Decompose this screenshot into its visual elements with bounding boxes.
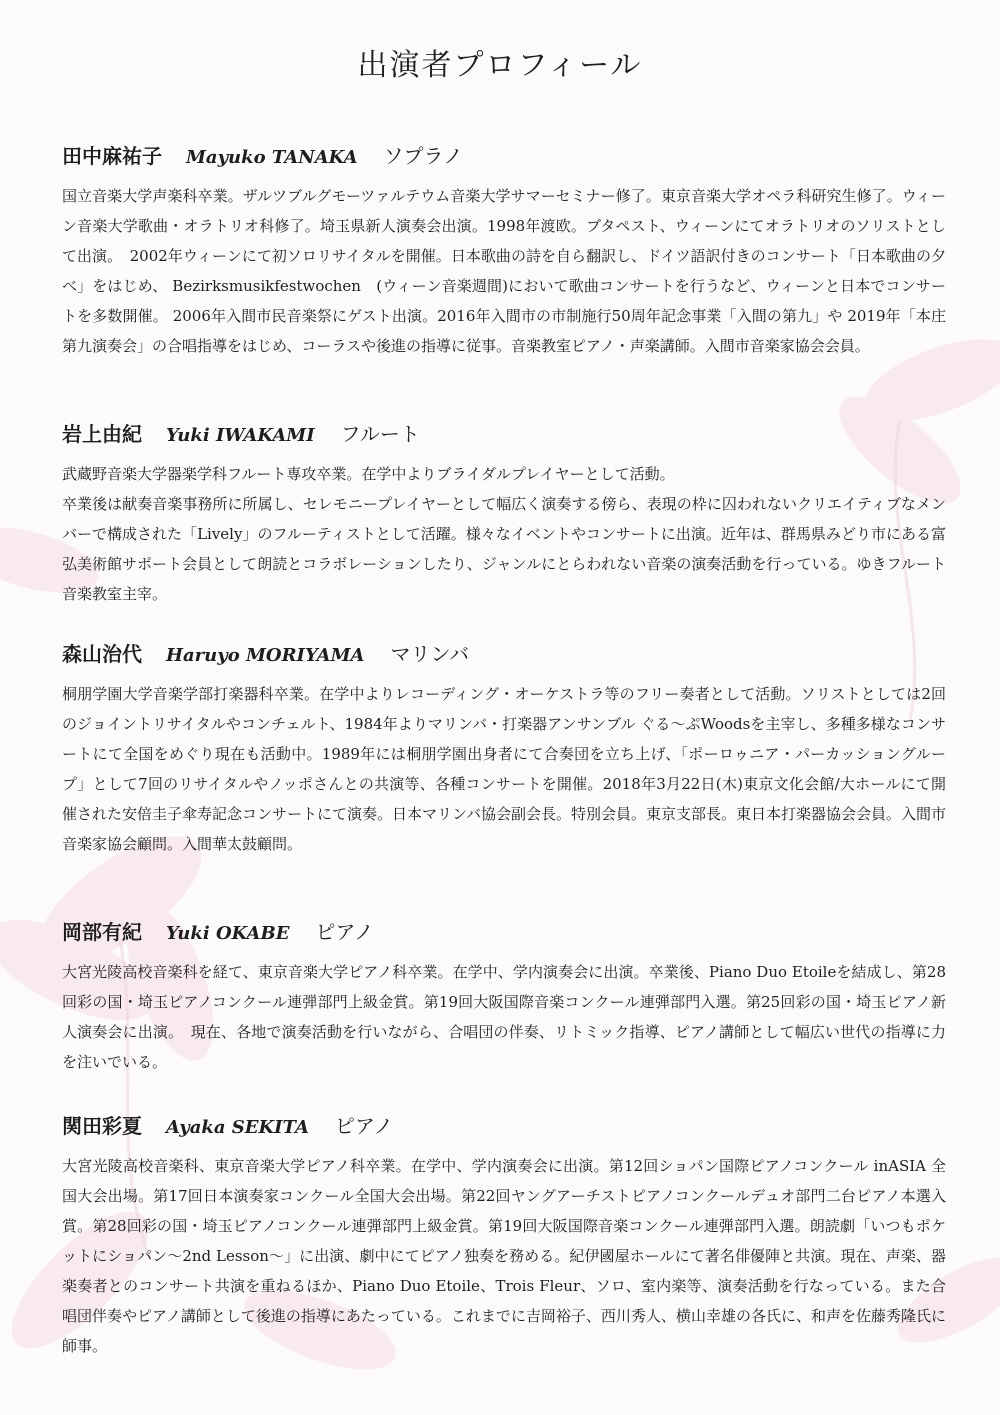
performer-bio: 大宮光陵高校音楽科、東京音楽大学ピアノ科卒業。在学中、学内演奏会に出演。第12回ショパン国際ピアノコンクール inASIA 全国大会出場。第17回日本演奏家コンクール全国大会出場。第22回ヤングアーチストピアノコンクールデュオ部門二台ピアノ本選入賞。第28回彩の国・埼玉ピアノコンクール連弾部門上級金賞。第19回大阪国際音楽コンクール連弾部門入選。朗読劇「いつもポケットにショパン～2nd Lesson～」に出演、劇中にてピアノ独奏を務める。紀伊國屋ホールにて著名俳優陣と共演。現在、声楽、器楽奏者とのコンサート共演を重ねるほか、Piano Duo Etoile、Trois Fleur、ソロ、室内楽等、演奏活動を行なっている。また合唱団伴奏やピアノ講師として後進の指導にあたっている。これまでに吉岡裕子、西川秀人、横山幸雄の各氏に、和声を佐藤秀隆氏に師事。 bbox=[62, 1157, 946, 1355]
performer-name-en: Haruyo MORIYAMA bbox=[166, 645, 365, 666]
profile-moriyama bbox=[62, 638, 946, 859]
performer-bio: 武蔵野音楽大学器楽学科フルート専攻卒業。在学中よりブライダルプレイヤーとして活動。 卒業後は献奏音楽事務所に所属し、セレモニープレイヤーとして幅広く演奏する傍ら、表現の枠に囚われないクリエイティブなメンバーで構成された「Lively」のフルーティストとして活躍。様々なイベントやコンサートに出演。近年は、群馬県みどり市にある富弘美術館サポート会員として朗読とコラボレーションしたり、ジャンルにとらわれない音楽の演奏活動を行っている。ゆきフルート音楽教室主宰。 bbox=[62, 465, 946, 603]
performer-name-ja: 田中麻祐子 bbox=[62, 144, 162, 168]
profile-heading bbox=[62, 916, 946, 945]
performer-instrument: ソプラノ bbox=[383, 144, 463, 168]
profile-okabe bbox=[62, 916, 946, 1077]
performer-instrument: ピアノ bbox=[315, 920, 374, 944]
performer-name-en: Ayaka SEKITA bbox=[166, 1117, 309, 1138]
performer-name-ja: 岡部有紀 bbox=[62, 920, 142, 944]
page-title: 出演者プロフィール bbox=[357, 48, 643, 83]
performer-instrument: ピアノ bbox=[334, 1114, 394, 1138]
performer-name-en: Mayuko TANAKA bbox=[186, 147, 358, 168]
profile-heading bbox=[62, 1110, 946, 1139]
performer-name-en: Yuki IWAKAMI bbox=[166, 425, 315, 446]
profile-heading bbox=[62, 140, 946, 169]
profile-heading bbox=[62, 638, 946, 667]
performer-name-ja: 岩上由紀 bbox=[62, 422, 142, 446]
performer-instrument: フルート bbox=[340, 422, 420, 446]
profile-tanaka bbox=[62, 140, 946, 361]
profile-iwakami bbox=[62, 418, 946, 609]
performer-bio: 大宮光陵高校音楽科を経て、東京音楽大学ピアノ科卒業。在学中、学内演奏会に出演。卒業後、Piano Duo Etoileを結成し、第28回彩の国・埼玉ピアノコンクール連弾部門上級金賞。第19回大阪国際音楽コンクール連弾部門入選。第25回彩の国・埼玉ピアノ新人演奏会に出演。 現在、各地で演奏活動を行いながら、合唱団の伴奏、リトミック指導、ピアノ講師として幅広い世代の指導に力を注いでいる。 bbox=[62, 963, 946, 1071]
profile-heading bbox=[62, 418, 946, 447]
performer-name-ja: 森山治代 bbox=[62, 642, 142, 666]
profile-sekita bbox=[62, 1110, 946, 1361]
performer-bio: 桐朋学園大学音楽学部打楽器科卒業。在学中よりレコーディング・オーケストラ等のフリー奏者として活動。ソリストとしては2回のジョイントリサイタルやコンチェルト、1984年よりマリンバ・打楽器アンサンブル ぐる～ぷWoodsを主宰し、多種多様なコンサートにて全国をめぐり現在も活動中。1989年には桐朋学園出身者にて合奏団を立ち上げ、「ポーロゥニア・パーカッショングループ」として7回のリサイタルやノッポさんとの共演等、各種コンサートを開催。2018年3月22日(木)東京文化会館/大ホールにて開催された安倍圭子傘寿記念コンサートにて演奏。日本マリンバ協会副会長。特別会員。東京支部長。東日本打楽器協会会員。入間市音楽家協会顧問。入間華太鼓顧問。 bbox=[62, 685, 946, 853]
performer-bio: 国立音楽大学声楽科卒業。ザルツブルグモーツァルテウム音楽大学サマーセミナー修了。東京音楽大学オペラ科研究生修了。ウィーン音楽大学歌曲・オラトリオ科修了。埼玉県新人演奏会出演。1998年渡欧。ブタペスト、ウィーンにてオラトリオのソリストとして出演。 2002年ウィーンにて初ソロリサイタルを開催。日本歌曲の詩を自ら翻訳し、ドイツ語訳付きのコンサート「日本歌曲の夕べ」をはじめ、 Bezirksmusikfestwochen (ウィーン音楽週間)において歌曲コンサートを行うなど、ウィーンと日本でコンサートを多数開催。 2006年入間市民音楽祭にゲスト出演。2016年入間市の市制施行50周年記念事業「入間の第九」や 2019年「本庄第九演奏会」の合唱指導をはじめ、コーラスや後進の指導に従事。音楽教室ピアノ・声楽講師。入間市音楽家協会会員。 bbox=[62, 187, 946, 355]
performer-name-en: Yuki OKABE bbox=[166, 923, 290, 944]
performer-name-ja: 関田彩夏 bbox=[62, 1114, 142, 1138]
performer-instrument: マリンバ bbox=[390, 642, 470, 666]
